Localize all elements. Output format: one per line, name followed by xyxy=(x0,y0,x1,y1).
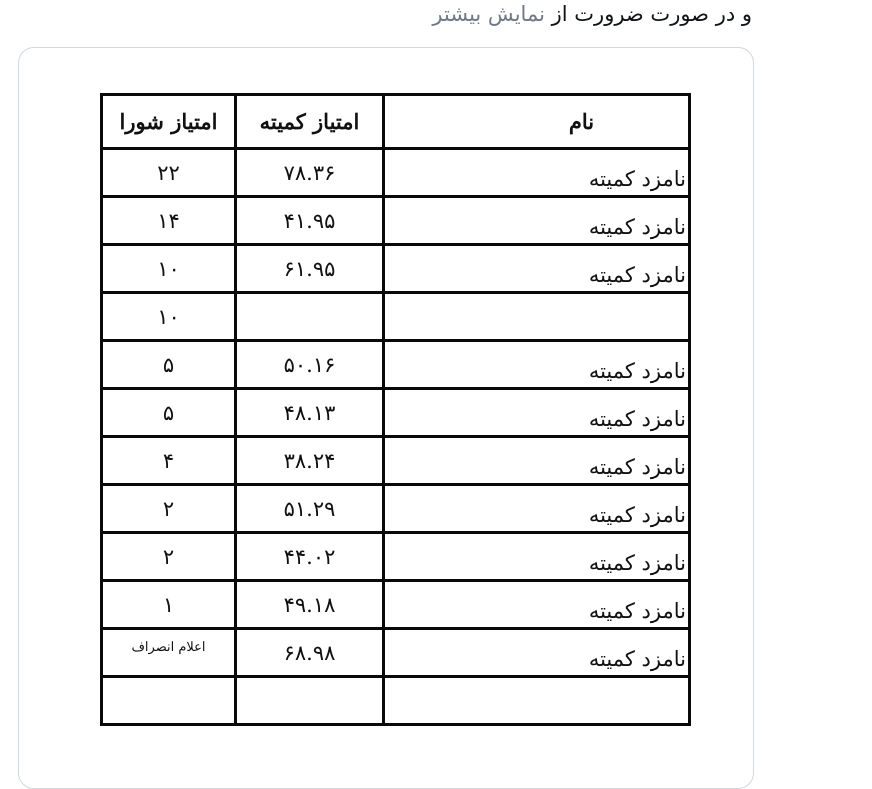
table-row xyxy=(102,437,690,485)
cell-name: نامزد کمیته xyxy=(384,437,690,485)
cell-council-score: ۲۲ xyxy=(102,149,236,197)
cell-council-score: ۵ xyxy=(102,341,236,389)
cell-committee-score: ۴۴.۰۲ xyxy=(236,533,384,581)
table-row xyxy=(102,629,690,677)
cell-committee-score xyxy=(236,677,384,725)
cell-committee-score: ۴۹.۱۸ xyxy=(236,581,384,629)
header-committee-score: امتیاز کمیته xyxy=(236,95,384,149)
table-row xyxy=(102,677,690,725)
table-row xyxy=(102,533,690,581)
cell-council-score: ۲ xyxy=(102,533,236,581)
show-more-link[interactable]: نمایش بیشتر xyxy=(432,2,545,26)
cell-name: نامزد کمیته xyxy=(384,389,690,437)
cell-committee-score: ۵۰.۱۶ xyxy=(236,341,384,389)
cell-name: نامزد کمیته xyxy=(384,581,690,629)
table-row xyxy=(102,341,690,389)
cell-council-score: ۴ xyxy=(102,437,236,485)
table-row xyxy=(102,485,690,533)
cell-committee-score: ۶۸.۹۸ xyxy=(236,629,384,677)
score-table xyxy=(100,93,691,726)
cell-name: نامزد کمیته xyxy=(384,149,690,197)
table-row xyxy=(102,293,690,341)
tweet-media-card[interactable] xyxy=(18,47,754,789)
table-row xyxy=(102,245,690,293)
table-header-row xyxy=(102,95,690,149)
cell-council-score xyxy=(102,677,236,725)
table-row xyxy=(102,149,690,197)
cell-name: نامزد کمیته xyxy=(384,197,690,245)
cell-name xyxy=(384,293,690,341)
cell-council-score: ۱ xyxy=(102,581,236,629)
cell-committee-score xyxy=(236,293,384,341)
table-row xyxy=(102,197,690,245)
cell-committee-score: ۷۸.۳۶ xyxy=(236,149,384,197)
cell-name: نامزد کمیته xyxy=(384,629,690,677)
cell-council-score: ۱۰ xyxy=(102,245,236,293)
cell-name: نامزد کمیته xyxy=(384,341,690,389)
cell-council-score: ۱۰ xyxy=(102,293,236,341)
header-name: نام xyxy=(384,95,690,149)
cell-name xyxy=(384,677,690,725)
table-row xyxy=(102,581,690,629)
cell-council-score: ۲ xyxy=(102,485,236,533)
cell-committee-score: ۵۱.۲۹ xyxy=(236,485,384,533)
cell-committee-score: ۶۱.۹۵ xyxy=(236,245,384,293)
cell-council-score: ۱۴ xyxy=(102,197,236,245)
cell-name: نامزد کمیته xyxy=(384,533,690,581)
cell-committee-score: ۳۸.۲۴ xyxy=(236,437,384,485)
tweet-text xyxy=(432,2,752,26)
header-council-score: امتیاز شورا xyxy=(102,95,236,149)
cell-name: نامزد کمیته xyxy=(384,485,690,533)
cell-name: نامزد کمیته xyxy=(384,245,690,293)
cell-committee-score: ۴۱.۹۵ xyxy=(236,197,384,245)
cell-committee-score: ۴۸.۱۳ xyxy=(236,389,384,437)
table-row xyxy=(102,389,690,437)
tweet-body-text: و در صورت ضرورت از xyxy=(544,2,752,26)
cell-council-score: ۵ xyxy=(102,389,236,437)
cell-council-score: اعلام انصراف xyxy=(102,629,236,677)
